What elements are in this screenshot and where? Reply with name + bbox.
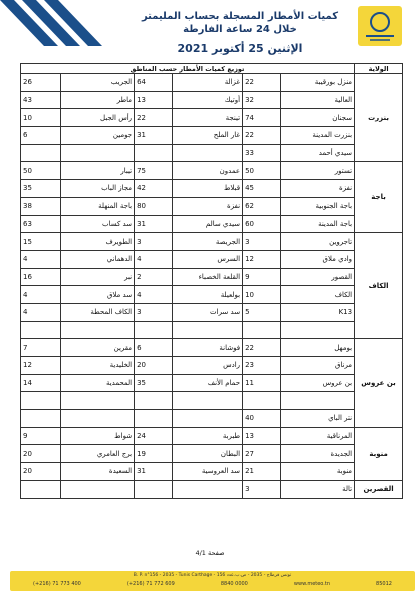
rainfall-value-cell: 10 (21, 109, 61, 127)
rainfall-value-cell (135, 480, 173, 498)
rainfall-value-cell: 7 (21, 339, 61, 357)
station-name-cell: أوتيك (173, 91, 243, 109)
station-name-cell: جومين (61, 127, 135, 145)
table-row (21, 268, 403, 286)
rainfall-value-cell: 13 (243, 427, 281, 445)
rainfall-value-cell: 22 (135, 109, 173, 127)
rainfall-value-cell: 45 (243, 180, 281, 198)
table-row (21, 427, 403, 445)
station-name-cell (281, 321, 355, 339)
rainfall-value-cell: 3 (135, 303, 173, 321)
rainfall-value-cell: 3 (135, 233, 173, 251)
rainfall-value-cell: 26 (21, 74, 61, 92)
rainfall-value-cell: 13 (135, 91, 173, 109)
header-governorate: الولاية (355, 64, 403, 74)
table-body (21, 74, 403, 499)
report-subtitle: خلال 24 ساعة الفارطة (183, 24, 297, 35)
rainfall-value-cell: 10 (243, 286, 281, 304)
station-name-cell: باجة المدينة (281, 215, 355, 233)
table-row (21, 197, 403, 215)
table-row (21, 215, 403, 233)
station-name-cell: الجريصة (173, 233, 243, 251)
report-date: الإثنين 25 أكتوبر 2021 (177, 42, 303, 55)
governorate-cell: منوبة (355, 427, 403, 480)
footer-phone-1: (+216) 71 773 400 (33, 581, 81, 587)
station-name-cell: سيدي سالم (173, 215, 243, 233)
rainfall-value-cell: 22 (243, 127, 281, 145)
table-row (21, 162, 403, 180)
station-name-cell: فوشانة (173, 339, 243, 357)
station-name-cell: نتر الباي (281, 410, 355, 428)
station-name-cell: القصور (281, 268, 355, 286)
station-name-cell: العالية (281, 91, 355, 109)
station-name-cell: مقرين (61, 339, 135, 357)
station-name-cell: سد ملاق (61, 286, 135, 304)
station-name-cell: سد العروسية (173, 463, 243, 481)
station-name-cell: سد سرات (173, 303, 243, 321)
rainfall-value-cell: 4 (21, 250, 61, 268)
station-name-cell: باجة المنهلة (61, 197, 135, 215)
rainfall-value-cell (135, 392, 173, 410)
rainfall-value-cell: 75 (135, 162, 173, 180)
rainfall-value-cell: 50 (21, 162, 61, 180)
station-name-cell: مجاز الباب (61, 180, 135, 198)
rainfall-value-cell: 5 (243, 303, 281, 321)
station-name-cell: طبربة (173, 427, 243, 445)
rainfall-value-cell (243, 392, 281, 410)
table-row (21, 109, 403, 127)
station-name-cell: شواط (61, 427, 135, 445)
governorate-cell: باجة (355, 162, 403, 233)
footer-bar (10, 571, 415, 591)
station-name-cell: حمام الأنف (173, 374, 243, 392)
rainfall-value-cell: 12 (243, 250, 281, 268)
footer-contacts (10, 581, 415, 587)
rainfall-value-cell: 9 (243, 268, 281, 286)
rainfall-value-cell: 21 (243, 463, 281, 481)
table-row (21, 357, 403, 375)
rainfall-value-cell: 2 (135, 268, 173, 286)
station-name-cell: منوبة (281, 463, 355, 481)
station-name-cell: بنزرت المدينة (281, 127, 355, 145)
rainfall-value-cell: 60 (243, 215, 281, 233)
rainfall-value-cell (21, 480, 61, 498)
table-row (21, 233, 403, 251)
table-row (21, 410, 403, 428)
station-name-cell: سيدي أحمد (281, 144, 355, 162)
station-name-cell: المحمدية (61, 374, 135, 392)
rainfall-value-cell: 4 (21, 286, 61, 304)
page-number: صفحة 4/1 (195, 549, 225, 557)
rainfall-value-cell (135, 144, 173, 162)
station-name-cell (173, 480, 243, 498)
governorate-cell: الكاف (355, 233, 403, 339)
rainfall-value-cell (135, 321, 173, 339)
rainfall-value-cell: 35 (21, 180, 61, 198)
rainfall-value-cell: 9 (21, 427, 61, 445)
station-name-cell: برج العامري (61, 445, 135, 463)
rainfall-value-cell: 24 (135, 427, 173, 445)
station-name-cell: عمدون (173, 162, 243, 180)
station-name-cell: باجة الجنوبية (281, 197, 355, 215)
table-row (21, 180, 403, 198)
station-name-cell: بن عروس (281, 374, 355, 392)
header-distribution: توزيع كميات الأمطار حسب المناطق (21, 64, 355, 74)
rainfall-value-cell: 74 (243, 109, 281, 127)
rainfall-value-cell (21, 392, 61, 410)
rainfall-value-cell: 6 (135, 339, 173, 357)
station-name-cell: الجريب (61, 74, 135, 92)
rainfall-value-cell: 4 (21, 303, 61, 321)
table-row (21, 339, 403, 357)
station-name-cell: الكاف (281, 286, 355, 304)
table-row (21, 480, 403, 498)
station-name-cell: رادس (173, 357, 243, 375)
station-name-cell: القلعة الخصباء (173, 268, 243, 286)
station-name-cell: الدهماني (61, 250, 135, 268)
rainfall-value-cell: 20 (21, 463, 61, 481)
rainfall-value-cell: 15 (21, 233, 61, 251)
rainfall-value-cell: 62 (243, 197, 281, 215)
table-header-row (21, 64, 403, 74)
station-name-cell: نفزة (173, 197, 243, 215)
rainfall-value-cell: 31 (135, 463, 173, 481)
station-name-cell: تاجروين (281, 233, 355, 251)
footer-code: 85012 (376, 581, 392, 587)
station-name-cell: البطان (173, 445, 243, 463)
governorate-cell: بن عروس (355, 339, 403, 427)
report-title: كميات الأمطار المسجلة بحساب المليمتر (141, 11, 339, 22)
rainfall-value-cell: 3 (243, 233, 281, 251)
table-row (21, 74, 403, 92)
station-name-cell: نبر (61, 268, 135, 286)
rainfall-value-cell: 16 (21, 268, 61, 286)
station-name-cell (281, 392, 355, 410)
footer-address: B. P. n°156 - 2035 - Tunis Carthage - تونس قرطاج - 2035 - ص.ب.عدد 156 (133, 573, 292, 578)
rainfall-value-cell: 50 (243, 162, 281, 180)
footer-phone-3: 8840 0000 (220, 581, 248, 587)
station-name-cell: الخليدية (61, 357, 135, 375)
rainfall-value-cell (21, 144, 61, 162)
rainfall-value-cell: 31 (135, 215, 173, 233)
station-name-cell: ماطر (61, 91, 135, 109)
station-name-cell: غزالة (173, 74, 243, 92)
rainfall-value-cell: 23 (243, 357, 281, 375)
rainfall-value-cell: 20 (21, 445, 61, 463)
station-name-cell: سد كساب (61, 215, 135, 233)
rainfall-value-cell: 20 (135, 357, 173, 375)
station-name-cell: رأس الجبل (61, 109, 135, 127)
rainfall-value-cell: 12 (21, 357, 61, 375)
table-row (21, 392, 403, 410)
footer-phone-2: (+216) 71 772 609 (126, 581, 175, 587)
station-name-cell (61, 144, 135, 162)
station-name-cell: تينجة (173, 109, 243, 127)
rainfall-value-cell: 40 (243, 410, 281, 428)
station-name-cell: المرناقية (281, 427, 355, 445)
table-row (21, 91, 403, 109)
table-row (21, 286, 403, 304)
footer-web: www.meteo.tn (293, 581, 330, 587)
rainfall-value-cell: 4 (135, 250, 173, 268)
station-name-cell (61, 321, 135, 339)
rainfall-value-cell (21, 321, 61, 339)
rainfall-value-cell: 35 (135, 374, 173, 392)
table-row (21, 463, 403, 481)
station-name-cell: الكاف المحطة (61, 303, 135, 321)
rainfall-value-cell: 64 (135, 74, 173, 92)
station-name-cell: سجنان (281, 109, 355, 127)
governorate-cell: القصرين (355, 480, 403, 498)
station-name-cell (61, 392, 135, 410)
station-name-cell (173, 392, 243, 410)
rainfall-value-cell: 38 (21, 197, 61, 215)
station-name-cell (173, 144, 243, 162)
station-name-cell (173, 410, 243, 428)
rainfall-value-cell: 19 (135, 445, 173, 463)
rainfall-value-cell: 43 (21, 91, 61, 109)
rainfall-table (20, 63, 403, 499)
rainfall-value-cell: 42 (135, 180, 173, 198)
rainfall-value-cell: 33 (243, 144, 281, 162)
station-name-cell: قبلاط (173, 180, 243, 198)
rainfall-value-cell: 4 (135, 286, 173, 304)
rainfall-value-cell (135, 410, 173, 428)
rainfall-value-cell: 31 (135, 127, 173, 145)
table-row (21, 374, 403, 392)
rainfall-value-cell: 63 (21, 215, 61, 233)
station-name-cell: الجديدة (281, 445, 355, 463)
title-block (110, 10, 370, 55)
rainfall-value-cell: 22 (243, 339, 281, 357)
rainfall-value-cell: 27 (243, 445, 281, 463)
rainfall-value-cell (21, 410, 61, 428)
station-name-cell: تيبار (61, 162, 135, 180)
decorative-stripes (0, 0, 110, 50)
station-name-cell (61, 410, 135, 428)
station-name-cell (173, 321, 243, 339)
station-name-cell: غار الملح (173, 127, 243, 145)
station-name-cell: تستور (281, 162, 355, 180)
rainfall-value-cell (243, 321, 281, 339)
station-name-cell: نفزة (281, 180, 355, 198)
station-name-cell: السرس (173, 250, 243, 268)
station-name-cell: مرناق (281, 357, 355, 375)
governorate-cell: بنزرت (355, 74, 403, 162)
station-name-cell: K13 (281, 303, 355, 321)
table-row (21, 321, 403, 339)
station-name-cell: تالة (281, 480, 355, 498)
rainfall-value-cell: 32 (243, 91, 281, 109)
station-name-cell (61, 480, 135, 498)
table-row (21, 127, 403, 145)
station-name-cell: الطويرف (61, 233, 135, 251)
station-name-cell: وادي ملاق (281, 250, 355, 268)
rainfall-value-cell: 80 (135, 197, 173, 215)
station-name-cell: السعيدة (61, 463, 135, 481)
table-row (21, 144, 403, 162)
rainfall-value-cell: 14 (21, 374, 61, 392)
table-row (21, 445, 403, 463)
station-name-cell: بولعيلة (173, 286, 243, 304)
rainfall-value-cell: 3 (243, 480, 281, 498)
table-row (21, 303, 403, 321)
station-name-cell: بومهل (281, 339, 355, 357)
rainfall-value-cell: 11 (243, 374, 281, 392)
station-name-cell: منزل بورقيبة (281, 74, 355, 92)
rainfall-value-cell: 6 (21, 127, 61, 145)
table-row (21, 250, 403, 268)
rainfall-value-cell: 22 (243, 74, 281, 92)
